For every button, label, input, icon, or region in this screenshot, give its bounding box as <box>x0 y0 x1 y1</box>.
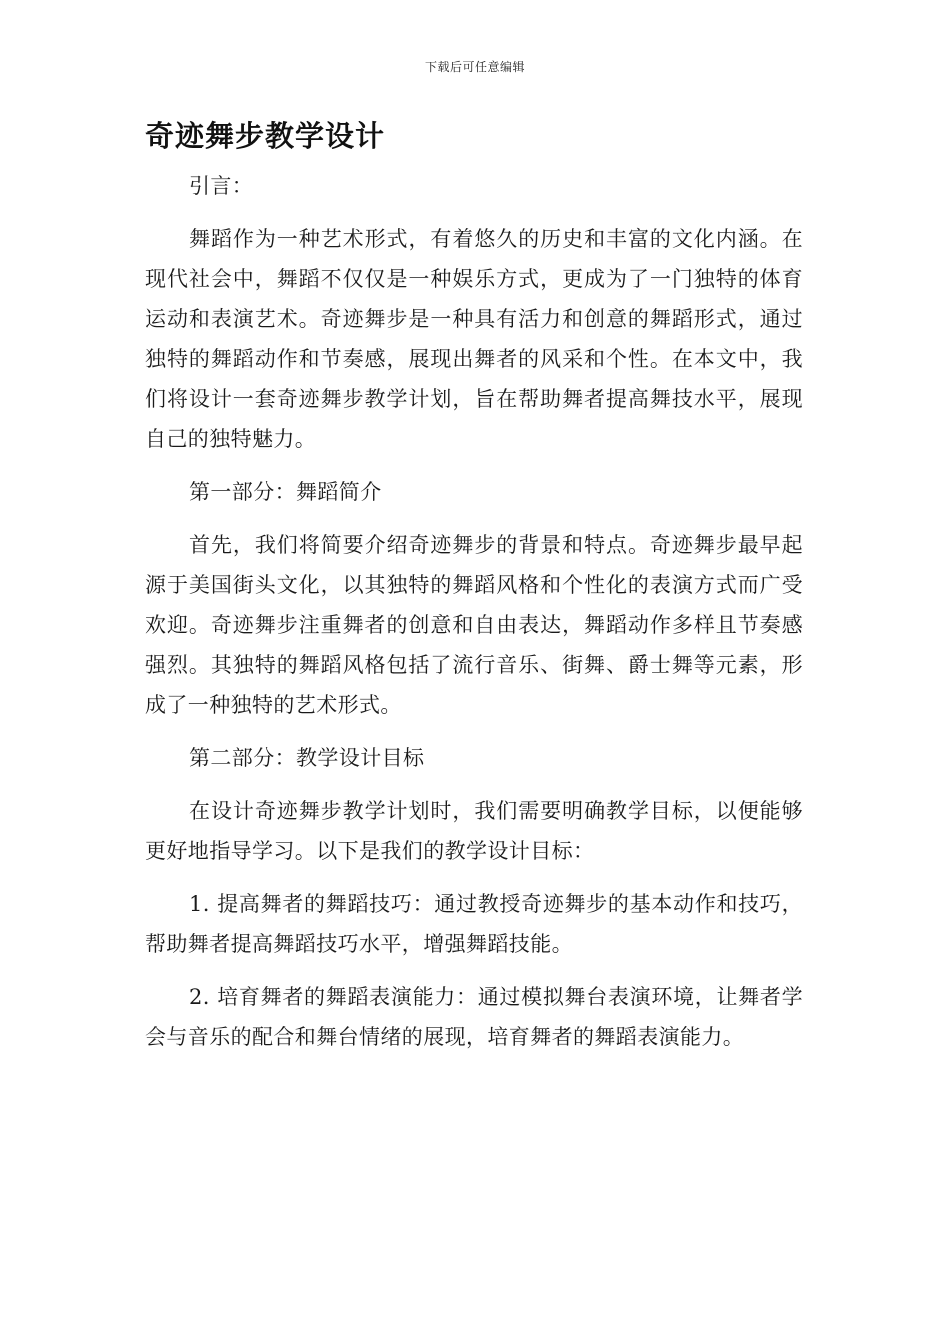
header-note: 下载后可任意编辑 <box>424 60 525 74</box>
section-heading-part-1: 第一部分：舞蹈简介 <box>189 480 382 504</box>
document-body <box>145 166 803 1070</box>
paragraph-intro: 舞蹈作为一种艺术形式，有着悠久的历史和丰富的文化内涵。在现代社会中，舞蹈不仅仅是一种娱乐方式，更成为了一门独特的体育运动和表演艺术。奇迹舞步是一种具有活力和创意的舞蹈形式，通过独特的舞蹈动作和节奏感，展现出舞者的风采和个性。在本文中，我们将设计一套奇迹舞步教学计划，旨在帮助舞者提高舞技水平，展现自己的独特魅力。 <box>145 227 803 451</box>
paragraph-part-1: 首先，我们将简要介绍奇迹舞步的背景和特点。奇迹舞步最早起源于美国街头文化，以其独特的舞蹈风格和个性化的表演方式而广受欢迎。奇迹舞步注重舞者的创意和自由表达，舞蹈动作多样且节奏感强烈。其独特的舞蹈风格包括了流行音乐、街舞、爵士舞等元素，形成了一种独特的艺术形式。 <box>145 533 803 717</box>
section-heading-intro: 引言： <box>189 174 254 198</box>
paragraph-part-2: 在设计奇迹舞步教学计划时，我们需要明确教学目标，以便能够更好地指导学习。以下是我们的教学设计目标： <box>145 799 803 863</box>
list-item-goal-1: 1. 提高舞者的舞蹈技巧：通过教授奇迹舞步的基本动作和技巧，帮助舞者提高舞蹈技巧水平，增强舞蹈技能。 <box>145 892 803 956</box>
document-title: 奇迹舞步教学设计 <box>145 119 386 153</box>
section-heading-part-2: 第二部分：教学设计目标 <box>189 746 425 770</box>
list-item-goal-2: 2. 培育舞者的舞蹈表演能力：通过模拟舞台表演环境，让舞者学会与音乐的配合和舞台情绪的展现，培育舞者的舞蹈表演能力。 <box>145 985 803 1049</box>
